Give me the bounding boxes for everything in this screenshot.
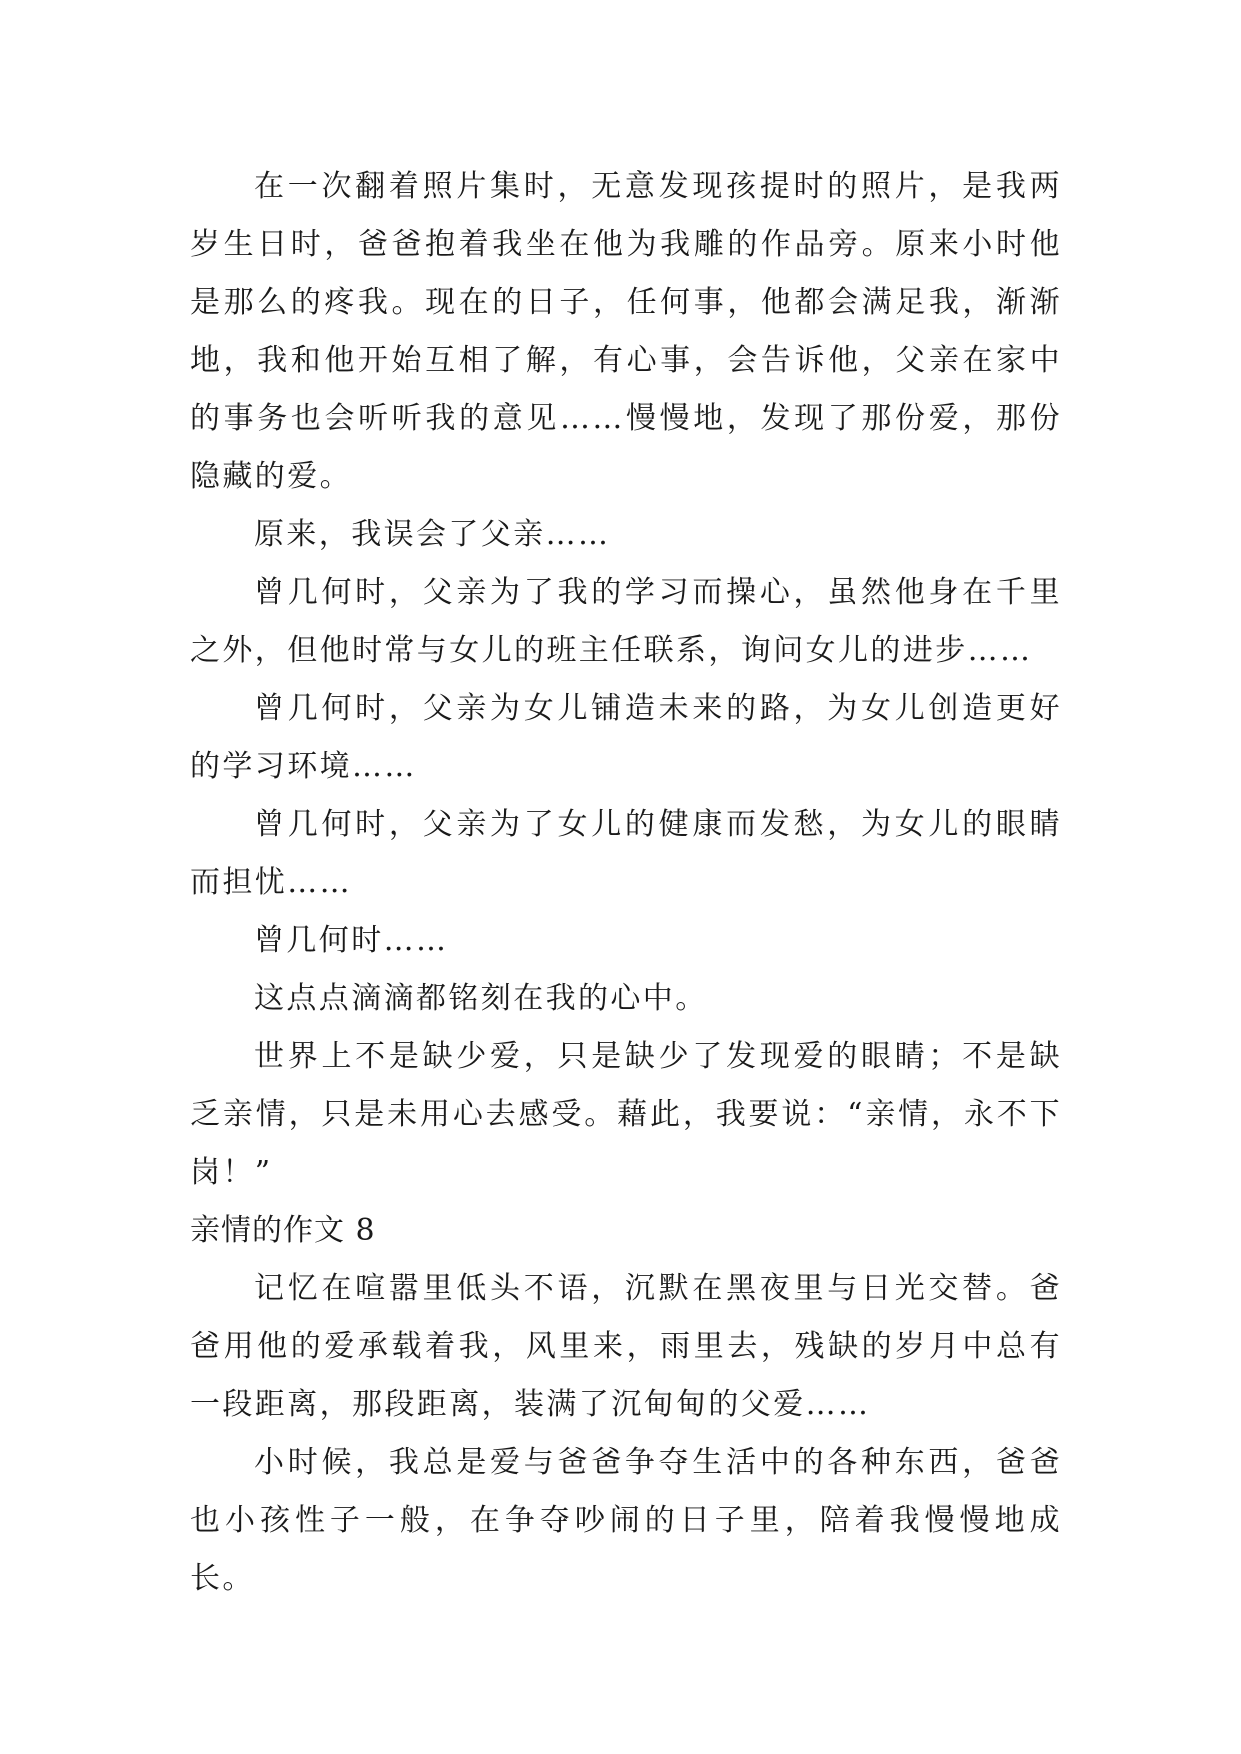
- section-heading: 亲情的作文 8: [190, 1213, 376, 1248]
- paragraph-memory-silence: 记忆在喧嚣里低头不语，沉默在黑夜里与日光交替。爸爸用他的爱承载着我，风里来，雨里去，残缺的岁月中总有一段距离，那段距离，装满了沉甸甸的父爱……: [190, 1271, 1062, 1422]
- paragraph-conclusion: 世界上不是缺少爱，只是缺少了发现爱的眼睛；不是缺乏亲情，只是未用心去感受。藉此，我要说：“亲情，永不下岗！”: [190, 1039, 1062, 1190]
- paragraph-future-road: 曾几何时，父亲为女儿铺造未来的路，为女儿创造更好的学习环境……: [190, 691, 1062, 784]
- paragraph-misunderstood: 原来，我误会了父亲……: [254, 517, 611, 552]
- paragraph-childhood: 小时候，我总是爱与爸爸争夺生活中的各种东西，爸爸也小孩性子一般，在争夺吵闹的日子里，陪着我慢慢地成长。: [190, 1445, 1062, 1596]
- paragraph-photo-memory: 在一次翻着照片集时，无意发现孩提时的照片，是我两岁生日时，爸爸抱着我坐在他为我雕的作品旁。原来小时他是那么的疼我。现在的日子，任何事，他都会满足我，渐渐地，我和他开始互相了解，有心事，会告诉他，父亲在家中的事务也会听听我的意见……慢慢地，发现了那份爱，那份隐藏的爱。: [190, 169, 1062, 494]
- paragraph-engraved: 这点点滴滴都铭刻在我的心中。: [254, 981, 708, 1016]
- paragraph-study-concern: 曾几何时，父亲为了我的学习而操心，虽然他身在千里之外，但他时常与女儿的班主任联系，询问女儿的进步……: [190, 575, 1062, 668]
- paragraph-once-upon: 曾几何时……: [254, 923, 449, 958]
- document-body: [190, 158, 1062, 1608]
- paragraph-health-worry: 曾几何时，父亲为了女儿的健康而发愁，为女儿的眼睛而担忧……: [190, 807, 1062, 900]
